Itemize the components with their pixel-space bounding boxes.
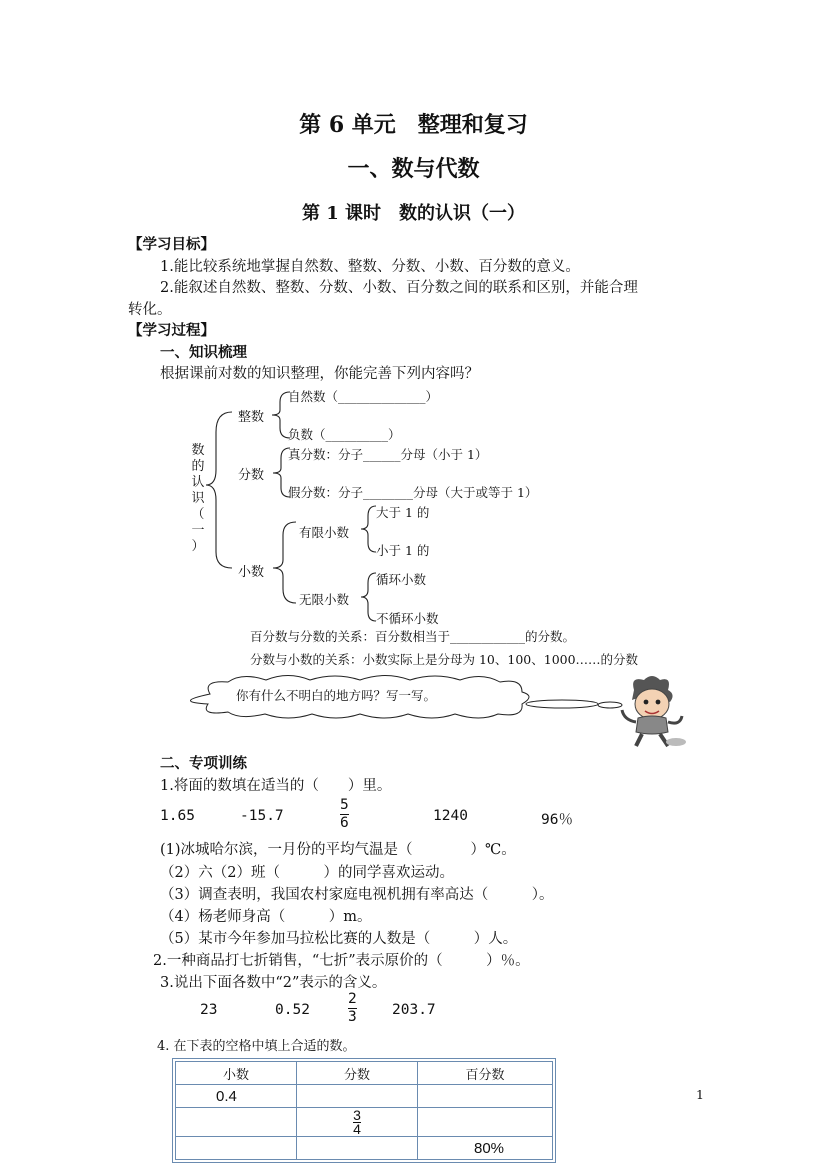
cloud-text: 你有什么不明白的地方吗？写一写。: [236, 688, 437, 703]
tree-gt1: 大于 1 的: [376, 505, 430, 520]
cell-r3-fraction-blank[interactable]: [297, 1137, 418, 1160]
relation-percent: 百分数与分数的关系：百分数相当于____________的分数。: [250, 629, 576, 644]
root-char: 的: [191, 459, 205, 474]
num-neg-15-7: -15.7: [240, 808, 284, 824]
section-title: 一、数与代数: [347, 156, 480, 182]
finite-brace: [361, 506, 376, 552]
question-1: 1.将面的数填在适当的（ ）里。: [160, 778, 392, 794]
cell-r3-decimal-blank[interactable]: [176, 1137, 297, 1160]
num-1240: 1240: [433, 808, 468, 824]
goal-item-2-cont: 转化。: [128, 302, 172, 318]
relation-decimal: 分数与小数的关系：小数实际上是分母为 10、100、1000……的分数: [250, 652, 639, 667]
tree-proper: 真分数：分子______分母（小于 1）: [288, 447, 488, 462]
sub-question-4: （4）杨老师身高（ ）m。: [160, 909, 372, 925]
goals-heading: 【学习目标】: [128, 236, 215, 253]
part1-intro: 根据课前对数的知识整理，你能完善下列内容吗？: [160, 366, 479, 382]
question-2: 2.一种商品打七折销售，“七折”表示原价的（ ）％。: [153, 953, 530, 969]
lesson-title: 第 1 课时 数的认识（一）: [301, 203, 526, 224]
root-char: 认: [191, 475, 205, 490]
question-4: 4. 在下表的空格中填上合适的数。: [157, 1039, 356, 1054]
fraction-numerator: 2: [348, 991, 357, 1007]
unit-title: 第 6 单元 整理和复习: [299, 112, 528, 138]
part2-heading: 二、专项训练: [160, 755, 247, 772]
conversion-table: [175, 1061, 553, 1160]
sub-question-3: （3）调查表明，我国农村家庭电视机拥有率高达（ ）。: [160, 887, 554, 903]
fraction-3-4: [353, 1109, 361, 1136]
tree-lt1: 小于 1 的: [376, 543, 430, 558]
tree-finite: 有限小数: [299, 525, 350, 540]
cell-r2-decimal-blank[interactable]: [176, 1108, 297, 1137]
root-char: 一: [191, 523, 205, 538]
fraction-numerator: 3: [353, 1107, 361, 1123]
process-heading: 【学习过程】: [128, 322, 215, 339]
fraction-denominator: 6: [340, 815, 349, 831]
root-char: ）: [191, 539, 205, 554]
tree-infinite: 无限小数: [299, 592, 350, 607]
tree-nonrepeating: 不循环小数: [376, 611, 439, 626]
part1-heading: 一、知识梳理: [160, 344, 247, 361]
sub-question-5: （5）某市今年参加马拉松比赛的人数是（ ）人。: [160, 931, 518, 947]
num-96-percent: 96％: [541, 812, 573, 828]
tree-integer: 整数: [238, 410, 265, 425]
tree-root-label: [191, 443, 205, 555]
fraction-5-6: [340, 797, 349, 832]
tree-natural: 自然数（______________）: [288, 389, 439, 404]
fraction-denominator: 4: [353, 1121, 361, 1137]
root-char: 数: [191, 443, 205, 458]
tree-decimal: 小数: [238, 565, 265, 580]
decimal-brace: [273, 522, 296, 603]
tree-negative: 负数（__________）: [288, 427, 401, 442]
cell-r1-percent-blank[interactable]: [418, 1085, 553, 1108]
tree-fraction: 分数: [238, 468, 265, 483]
fraction-denominator: 3: [348, 1009, 357, 1025]
header-percent: 百分数: [418, 1062, 553, 1085]
fraction-numerator: 5: [340, 797, 349, 813]
tree-improper: 假分数：分子________分母（大于或等于 1）: [288, 485, 538, 500]
num-203-7: 203.7: [392, 1002, 436, 1018]
cell-r2-fraction: [297, 1108, 418, 1137]
cell-r1-decimal: 0.4: [176, 1085, 297, 1108]
cartoon-boy-illustration: [612, 672, 692, 750]
cell-r2-percent-blank[interactable]: [418, 1108, 553, 1137]
num-23: 23: [200, 1002, 218, 1018]
goal-item-2: 2.能叙述自然数、整数、分数、小数、百分数之间的联系和区别，并能合理: [160, 280, 638, 296]
header-fraction: 分数: [297, 1062, 418, 1085]
fraction-2-3: [348, 991, 357, 1026]
root-brace: [206, 412, 232, 568]
tree-repeating: 循环小数: [376, 572, 427, 587]
num-0-52: 0.52: [275, 1002, 310, 1018]
sub-question-2: （2）六（2）班（ ）的同学喜欢运动。: [160, 865, 454, 881]
root-char: 识: [191, 491, 205, 506]
question-3: 3.说出下面各数中“2”表示的含义。: [160, 975, 387, 991]
root-char: （: [191, 507, 205, 522]
cell-r3-percent: 80%: [418, 1137, 553, 1160]
page-number: 1: [696, 1087, 704, 1102]
infinite-brace: [361, 573, 376, 621]
conversion-table-frame: [172, 1058, 556, 1163]
header-decimal: 小数: [176, 1062, 297, 1085]
sub-question-1: (1)冰城哈尔滨，一月份的平均气温是（ ）℃。: [160, 842, 516, 858]
num-1-65: 1.65: [160, 808, 195, 824]
cell-r1-fraction-blank[interactable]: [297, 1085, 418, 1108]
goal-item-1: 1.能比较系统地掌握自然数、整数、分数、小数、百分数的意义。: [160, 259, 580, 275]
